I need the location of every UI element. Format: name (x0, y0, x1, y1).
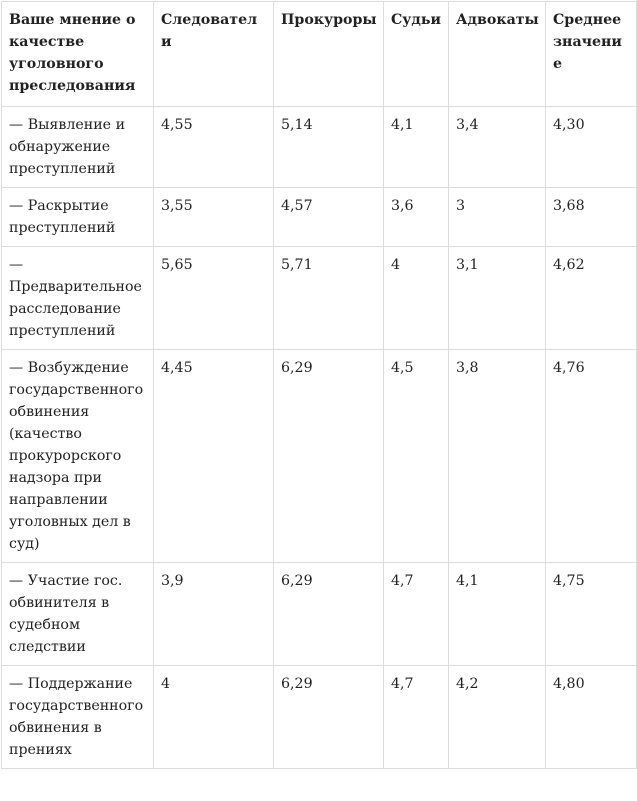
cell-judges: 4,7 (384, 563, 449, 666)
table-row (2, 188, 637, 247)
cell-lawyers: 3 (449, 188, 546, 247)
row-label: — Предварительное расследование преступлений (2, 247, 154, 350)
cell-average: 4,30 (546, 107, 637, 188)
header-criterion: Ваше мнение о качестве уголовного преследования (2, 2, 154, 107)
row-label: — Раскрытие преступлений (2, 188, 154, 247)
cell-average: 4,80 (546, 666, 637, 769)
cell-prosecutors: 5,14 (274, 107, 384, 188)
row-label: — Возбуждение государственного обвинения (качество прокурорского надзора при направлении уголовных дел в суд) (2, 350, 154, 563)
cell-investigators: 4 (154, 666, 274, 769)
cell-prosecutors: 4,57 (274, 188, 384, 247)
row-label: — Выявление и обнаружение преступлений (2, 107, 154, 188)
table-row (2, 247, 637, 350)
cell-average: 4,76 (546, 350, 637, 563)
cell-judges: 4 (384, 247, 449, 350)
cell-lawyers: 3,8 (449, 350, 546, 563)
row-label: — Участие гос. обвинителя в судебном следствии (2, 563, 154, 666)
header-row (2, 2, 637, 107)
cell-judges: 3,6 (384, 188, 449, 247)
cell-lawyers: 4,2 (449, 666, 546, 769)
header-lawyers: Адвокаты (449, 2, 546, 107)
row-label: — Поддержание государственного обвинения в прениях (2, 666, 154, 769)
cell-investigators: 4,45 (154, 350, 274, 563)
table-row (2, 563, 637, 666)
cell-average: 4,62 (546, 247, 637, 350)
table-row (2, 107, 637, 188)
cell-average: 3,68 (546, 188, 637, 247)
header-investigators: Следователи (154, 2, 274, 107)
cell-prosecutors: 6,29 (274, 563, 384, 666)
table-row (2, 666, 637, 769)
cell-judges: 4,7 (384, 666, 449, 769)
cell-investigators: 3,55 (154, 188, 274, 247)
cell-lawyers: 3,4 (449, 107, 546, 188)
cell-investigators: 5,65 (154, 247, 274, 350)
cell-lawyers: 3,1 (449, 247, 546, 350)
cell-judges: 4,5 (384, 350, 449, 563)
cell-prosecutors: 6,29 (274, 350, 384, 563)
cell-prosecutors: 6,29 (274, 666, 384, 769)
cell-average: 4,75 (546, 563, 637, 666)
cell-investigators: 4,55 (154, 107, 274, 188)
cell-judges: 4,1 (384, 107, 449, 188)
cell-investigators: 3,9 (154, 563, 274, 666)
header-prosecutors: Прокуроры (274, 2, 384, 107)
header-average: Среднее значение (546, 2, 637, 107)
table-row (2, 350, 637, 563)
header-judges: Судьи (384, 2, 449, 107)
survey-table (1, 1, 637, 769)
cell-lawyers: 4,1 (449, 563, 546, 666)
cell-prosecutors: 5,71 (274, 247, 384, 350)
